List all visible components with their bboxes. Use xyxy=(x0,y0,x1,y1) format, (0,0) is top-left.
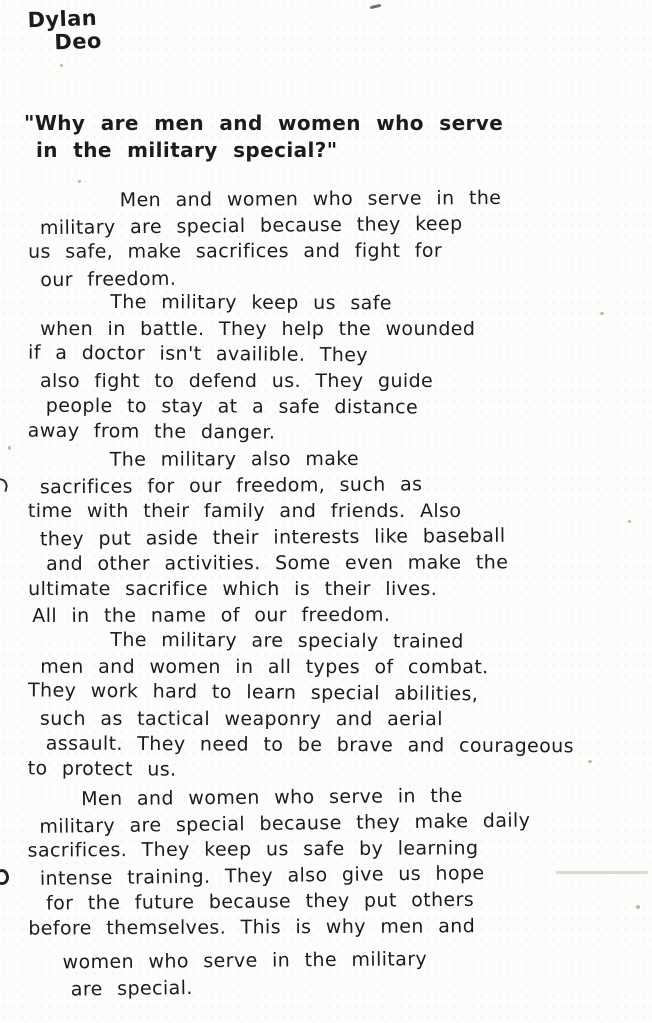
handwritten-line: women who serve in the military xyxy=(62,948,428,974)
handwritten-line: Men and women who serve in the xyxy=(119,186,502,212)
scan-speck-icon xyxy=(60,64,63,67)
title-line: in the military special?" xyxy=(36,138,338,162)
scan-artifact-dash-icon xyxy=(370,4,381,10)
handwritten-line: if a doctor isn't availible. They xyxy=(27,341,369,367)
paragraph-sacrifices xyxy=(18,445,645,629)
paragraph-training xyxy=(18,626,645,785)
handwritten-line: our freedom. xyxy=(40,267,177,292)
handwritten-line: away from the danger. xyxy=(27,419,276,444)
handwritten-line: when in battle. They help the wounded xyxy=(40,318,476,341)
handwritten-line: The military keep us safe xyxy=(110,291,392,315)
scan-artifact-edge-mark-icon xyxy=(0,478,9,492)
handwritten-line: All in the name of our freedom. xyxy=(32,603,391,628)
essay-title xyxy=(24,110,503,164)
handwritten-line: intense training. They also give us hope xyxy=(39,862,485,890)
essay-body xyxy=(18,186,644,999)
handwritten-line: also fight to defend us. They guide xyxy=(39,370,434,393)
handwritten-line: ultimate sacrifice which is their lives. xyxy=(28,577,438,600)
paragraph-conclusion xyxy=(17,781,645,1001)
title-line: "Why are men and women who serve xyxy=(24,111,504,135)
handwritten-line: people to stay at a safe distance xyxy=(45,394,419,419)
handwritten-line: Men and women who serve in the xyxy=(81,784,463,811)
handwritten-line: for the future because they put others xyxy=(45,888,475,915)
handwritten-line: They work hard to learn special abilities, xyxy=(27,679,479,706)
handwritten-line: such as tactical weaponry and aerial xyxy=(39,707,443,731)
author-last-name: Deo xyxy=(53,28,103,55)
handwritten-line: us safe, make sacrifices and fight for xyxy=(28,239,443,263)
handwritten-line: sacrifices. They keep us safe by learning xyxy=(27,837,479,862)
handwritten-line: before themselves. This is why men and xyxy=(28,915,476,940)
author-name xyxy=(27,7,102,56)
paragraph-intro xyxy=(18,184,645,292)
handwritten-line: time with their family and friends. Also xyxy=(27,499,462,522)
scan-speck-icon xyxy=(78,180,81,183)
handwritten-line: military are special because they keep xyxy=(39,212,463,240)
author-first-name: Dylan xyxy=(27,5,98,33)
scan-speck-icon xyxy=(8,446,11,450)
handwritten-line: they put aside their interests like baseball xyxy=(39,524,506,551)
handwritten-line: assault. They need to be brave and courageous xyxy=(45,732,574,758)
handwritten-line: and other activities. Some even make the xyxy=(46,551,509,575)
handwritten-line: to protect us. xyxy=(27,757,177,781)
scan-artifact-edge-mark-icon xyxy=(0,868,10,886)
handwritten-line: are special. xyxy=(70,976,193,1001)
handwritten-line: men and women in all types of combat. xyxy=(40,655,489,679)
handwritten-line: The military also make xyxy=(109,447,360,471)
paragraph-safety xyxy=(18,289,645,448)
handwritten-line: sacrifices for our freedom, such as xyxy=(39,473,423,499)
handwritten-line: The military are specialy trained xyxy=(110,628,464,653)
handwritten-line: military are special because they make daily xyxy=(39,809,531,838)
